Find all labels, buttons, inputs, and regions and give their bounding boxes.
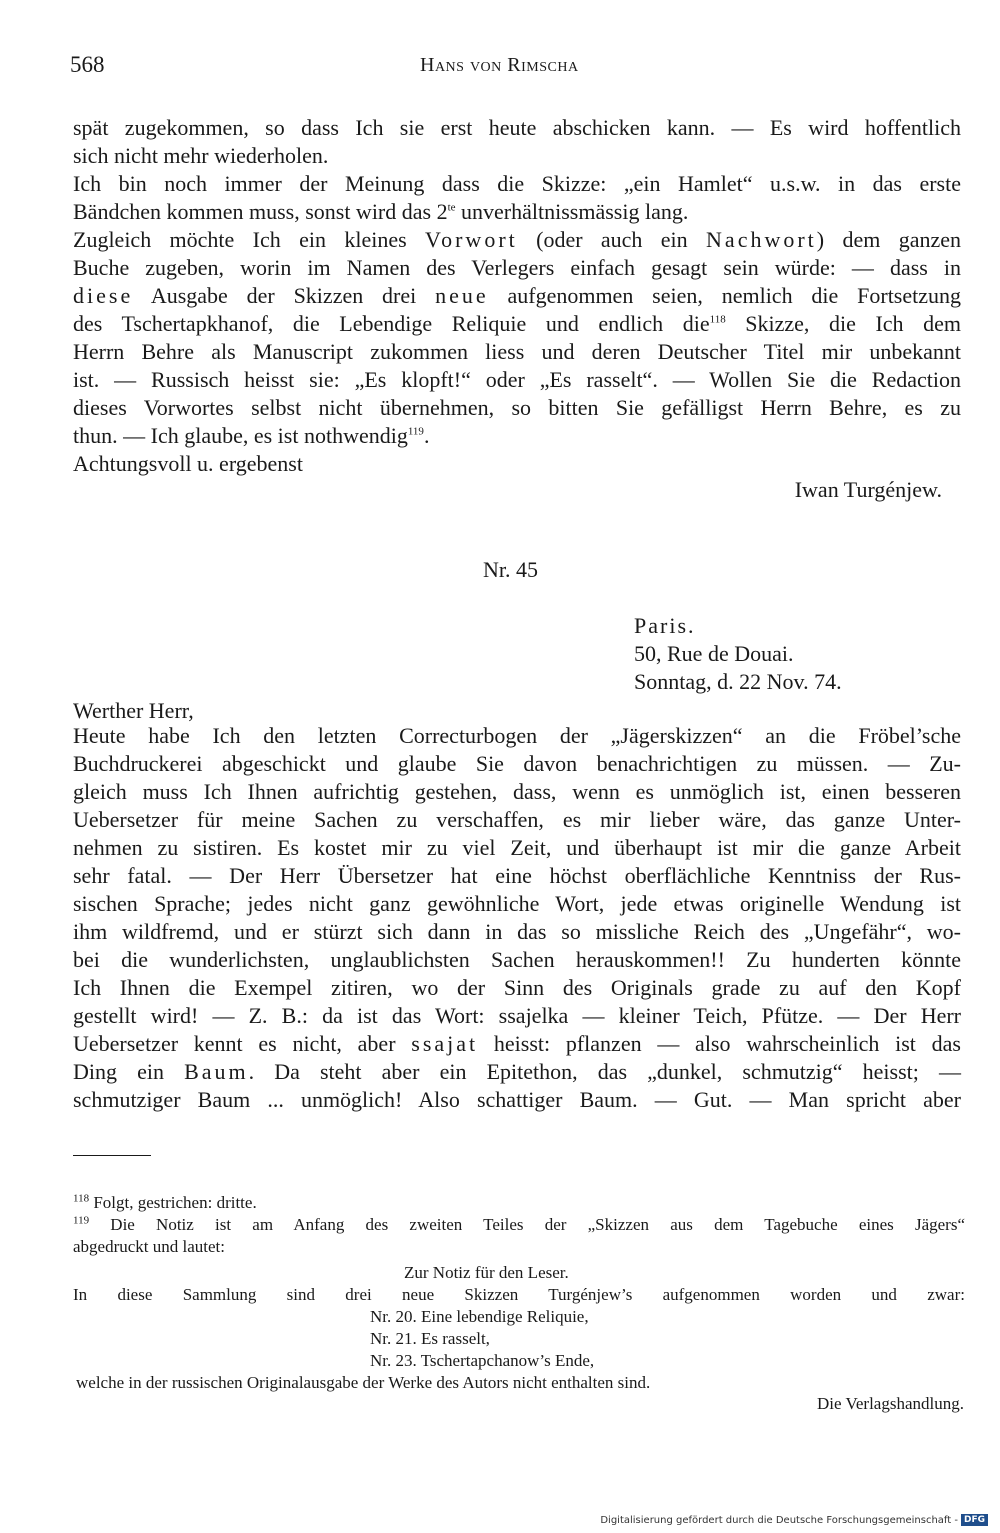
notice-item: Nr. 23. Tschertapchanow’s Ende,: [370, 1351, 595, 1370]
text-line: dieses Vorwortes selbst nicht übernehmen, so bitten Sie gefälligst Herrn Behre, es zu: [73, 395, 961, 420]
text-line: diese Ausgabe der Skizzen drei neue aufgenommen seien, nemlich die Fortsetzung: [73, 283, 962, 308]
text-line: bei die wunderlichsten, unglaublichsten Sachen herauskommen!! Zu hunderten könnte: [73, 947, 961, 972]
closing: Achtungsvoll u. ergebenst: [73, 451, 303, 476]
notice-item: Nr. 21. Es rasselt,: [370, 1329, 490, 1348]
text-line: sischen Sprache; jedes nicht ganz gewöhnliche Wort, jede etwas originelle Wendung ist: [73, 891, 961, 916]
notice-intro: In diese Sammlung sind drei neue Skizzen Turgénjew’s aufgenommen worden und zwar:: [73, 1285, 965, 1304]
footnote-divider: [73, 1155, 151, 1156]
text-line: sehr fatal. — Der Herr Übersetzer hat eine höchst oberflächliche Kenntniss der Rus-: [73, 863, 961, 888]
footnote-ref-118: 118: [709, 313, 726, 326]
notice-item: Nr. 20. Eine lebendige Reliquie,: [370, 1307, 589, 1326]
text-line: Ich bin noch immer der Meinung dass die Skizze: „ein Hamlet“ u.s.w. in das erste: [73, 171, 961, 196]
text-line: ihm wildfremd, und er stürzt sich dann in das so missliche Reich des „Ungefähr“, wo-: [73, 919, 961, 944]
page-number: 568: [70, 52, 105, 77]
watermark-text: Digitalisierung gefördert durch die Deutsche Forschungsgemeinschaft -: [600, 1514, 958, 1526]
text-line: gestellt wird! — Z. B.: da ist das Wort: ssajelka — kleiner Teich, Pfütze. — Der Herr: [73, 1003, 961, 1028]
text-line: Heute habe Ich den letzten Correcturbogen der „Jägerskizzen“ an die Fröbel’sche: [73, 723, 961, 748]
letter-place: Paris.: [634, 613, 696, 638]
text-line: Ding ein Baum. Da steht aber ein Epitethon, das „dunkel, schmutzig“ heisst; —: [73, 1059, 961, 1084]
dfg-logo-icon: DFG: [961, 1514, 988, 1526]
footnote-119-cont: abgedruckt und lautet:: [73, 1237, 226, 1256]
dfg-watermark: [600, 1514, 988, 1526]
notice-title: Zur Notiz für den Leser.: [404, 1263, 569, 1282]
text-line: Buchdruckerei abgeschickt und glaube Sie davon benachrichtigen zu müssen. — Zu-: [73, 751, 961, 776]
signature: Iwan Turgénjew.: [794, 477, 942, 502]
footnote-119: $^{119}$ Die Notiz ist am Anfang des zweiten Teiles der „Skizzen aus dem Tagebuche eines Jägers“: [73, 1214, 965, 1234]
notice-signature: Die Verlagshandlung.: [817, 1394, 964, 1413]
text-line: sich nicht mehr wiederholen.: [73, 143, 329, 168]
text-line: Zugleich möchte Ich ein kleines Vorwort (oder auch ein Nachwort) dem ganzen: [73, 227, 962, 252]
text-line: Ich Ihnen die Exempel zitiren, wo der Sinn des Originals grade zu auf den Kopf: [73, 975, 961, 1000]
text-line: gleich muss Ich Ihnen aufrichtig gestehen, dass, wenn es unmöglich ist, einen besseren: [73, 779, 961, 804]
text-line: thun. — Ich glaube, es ist nothwendig$^{119}$.: [73, 423, 430, 448]
text-line: Uebersetzer kennt es nicht, aber ssajat heisst: pflanzen — also wahrscheinlich ist das: [73, 1031, 961, 1056]
text-line: Bändchen kommen muss, sonst wird das $2^{te}$ unverhältnissmässig lang.: [73, 199, 689, 224]
footnote-118: $^{118}$ Folgt, gestrichen: dritte.: [73, 1192, 257, 1212]
text-line: Buche zugeben, worin im Namen des Verlegers einfach gesagt sein würde: — dass in: [73, 255, 961, 280]
running-title: Hans von Rimscha: [420, 54, 579, 76]
notice-end: welche in der russischen Originalausgabe der Werke des Autors nicht enthalten sind.: [76, 1373, 651, 1392]
letter-date: Sonntag, d. 22 Nov. 74.: [634, 669, 842, 694]
letter-number: Nr. 45: [483, 557, 538, 582]
text-line: Herrn Behre als Manuscript zukommen liess und deren Deutscher Titel mir unbekannt: [73, 339, 961, 364]
superscript: te: [447, 201, 456, 214]
text-line: schmutziger Baum ... unmöglich! Also schattiger Baum. — Gut. — Man spricht aber: [73, 1087, 961, 1112]
text-line: des Tschertapkhanof, die Lebendige Reliquie und endlich die$^{118}$ Skizze, die Ich dem: [73, 311, 961, 336]
salutation: Werther Herr,: [73, 698, 194, 723]
text-line: nehmen zu sistiren. Es kostet mir zu viel Zeit, und überhaupt ist mir die ganze Arbeit: [73, 835, 961, 860]
text-line: spät zugekommen, so dass Ich sie erst heute abschicken kann. — Es wird hoffentlich: [73, 115, 961, 140]
footnote-ref-119: 119: [407, 425, 424, 438]
text-line: Uebersetzer für meine Sachen zu verschaffen, es mir lieber wäre, das ganze Unter-: [73, 807, 961, 832]
letter-address: 50, Rue de Douai.: [634, 641, 794, 666]
text-line: ist. — Russisch heisst sie: „Es klopft!“ oder „Es rasselt“. — Wollen Sie die Redaction: [73, 367, 961, 392]
